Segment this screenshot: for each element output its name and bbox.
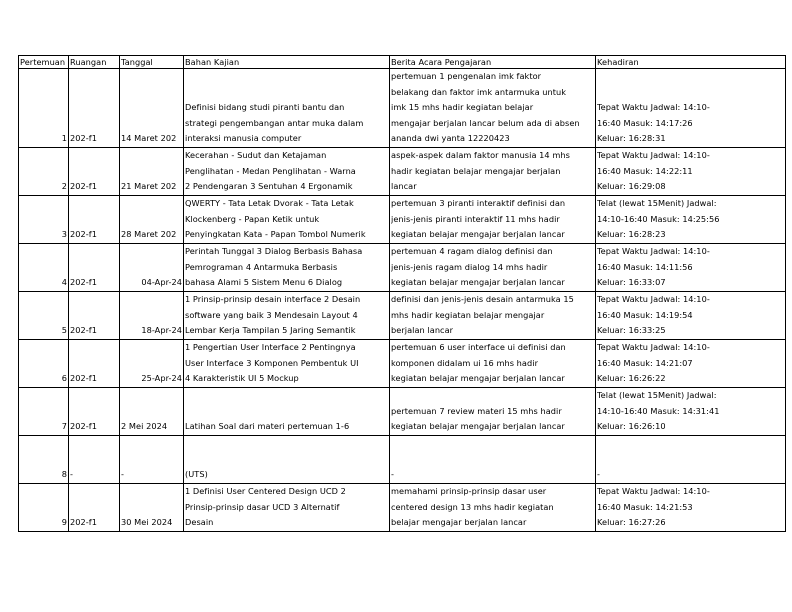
cell-ruangan: 202-f1	[69, 195, 120, 243]
table-row	[19, 243, 786, 291]
cell-bahan-kajian-line: 2 Pendengaran 3 Sentuhan 4 Ergonamik	[185, 181, 353, 191]
cell-berita-acara-line: ananda dwi yanta 12220423	[391, 133, 510, 143]
cell-kehadiran-line: 16:40 Masuk: 14:19:54	[597, 309, 693, 320]
table-row	[19, 435, 786, 483]
table-row	[19, 387, 786, 435]
cell-berita-acara	[390, 69, 596, 148]
cell-kehadiran-line: Tepat Waktu Jadwal: 14:10-	[597, 150, 710, 160]
cell-tanggal: 25-Apr-24	[120, 339, 184, 387]
cell-bahan-kajian-line: bahasa Alami 5 Sistem Menu 6 Dialog	[185, 277, 343, 287]
cell-kehadiran-line: Tepat Waktu Jadwal: 14:10-	[597, 294, 710, 304]
table-row	[19, 69, 786, 148]
cell-bahan-kajian-line: Definisi bidang studi piranti bantu dan	[185, 102, 345, 112]
cell-ruangan: 202-f1	[69, 483, 120, 531]
cell-bahan-kajian-line: Kecerahan - Sudut dan Ketajaman	[185, 150, 327, 160]
cell-bahan-kajian-line: Desain	[185, 517, 214, 527]
cell-kehadiran	[596, 483, 786, 531]
cell-berita-acara-line: berjalan lancar	[391, 325, 454, 335]
cell-tanggal: 21 Maret 202	[120, 147, 184, 195]
cell-berita-acara-line: hadir kegiatan belajar mengajar berjalan	[391, 165, 561, 176]
cell-bahan-kajian-line: Penglihatan - Medan Penglihatan - Warna	[185, 165, 356, 176]
cell-berita-acara	[390, 243, 596, 291]
cell-berita-acara	[390, 339, 596, 387]
cell-kehadiran-line: 14:10-16:40 Masuk: 14:31:41	[597, 405, 720, 416]
cell-kehadiran	[596, 291, 786, 339]
cell-bahan-kajian	[184, 147, 390, 195]
cell-bahan-kajian-line: Klockenberg - Papan Ketik untuk	[185, 213, 320, 224]
cell-tanggal: 2 Mei 2024	[120, 387, 184, 435]
cell-berita-acara-line: pertemuan 7 review materi 15 mhs hadir	[391, 405, 562, 416]
cell-kehadiran	[596, 339, 786, 387]
cell-berita-acara-line: pertemuan 3 piranti interaktif definisi dan	[391, 198, 566, 208]
cell-berita-acara-line: lancar	[391, 181, 417, 191]
cell-berita-acara-line: jenis-jenis ragam dialog 14 mhs hadir	[391, 261, 548, 272]
cell-kehadiran-line: Telat (lewat 15Menit) Jadwal:	[597, 390, 717, 400]
table-row	[19, 291, 786, 339]
cell-pertemuan: 6	[19, 339, 69, 387]
header-row	[19, 56, 786, 69]
cell-berita-acara-line: memahami prinsip-prinsip dasar user	[391, 486, 547, 496]
cell-berita-acara	[390, 291, 596, 339]
cell-pertemuan: 3	[19, 195, 69, 243]
cell-kehadiran-line: 16:40 Masuk: 14:21:53	[597, 501, 693, 512]
cell-kehadiran-line: Tepat Waktu Jadwal: 14:10-	[597, 246, 710, 256]
cell-berita-acara-line: pertemuan 4 ragam dialog definisi dan	[391, 246, 553, 256]
cell-ruangan: 202-f1	[69, 291, 120, 339]
cell-berita-acara-line: belakang dan faktor imk antarmuka untuk	[391, 86, 567, 97]
cell-bahan-kajian-line: Pemrograman 4 Antarmuka Berbasis	[185, 261, 338, 272]
cell-berita-acara-line: mhs hadir kegiatan belajar mengajar	[391, 309, 545, 320]
cell-kehadiran	[596, 147, 786, 195]
cell-tanggal: 18-Apr-24	[120, 291, 184, 339]
cell-berita-acara-line: kegiatan belajar mengajar berjalan lancar	[391, 229, 565, 239]
attendance-table	[18, 55, 786, 532]
cell-kehadiran-line: 16:40 Masuk: 14:11:56	[597, 261, 693, 272]
cell-bahan-kajian	[184, 339, 390, 387]
cell-kehadiran-line: Keluar: 16:33:07	[597, 277, 666, 287]
cell-kehadiran-line: 16:40 Masuk: 14:17:26	[597, 117, 693, 128]
cell-bahan-kajian-line: QWERTY - Tata Letak Dvorak - Tata Letak	[185, 198, 354, 208]
header-kehadiran: Kehadiran	[596, 56, 786, 69]
cell-kehadiran-line: Tepat Waktu Jadwal: 14:10-	[597, 342, 710, 352]
cell-berita-acara-line: kegiatan belajar mengajar berjalan lancar	[391, 421, 565, 431]
cell-berita-acara-line: jenis-jenis piranti interaktif 11 mhs hadir	[391, 213, 560, 224]
cell-tanggal: 04-Apr-24	[120, 243, 184, 291]
cell-berita-acara-line: kegiatan belajar mengajar berjalan lancar	[391, 277, 565, 287]
cell-bahan-kajian-line: Prinsip-prinsip dasar UCD 3 Alternatif	[185, 501, 340, 512]
cell-bahan-kajian-line: Lembar Kerja Tampilan 5 Jaring Semantik	[185, 325, 356, 335]
cell-bahan-kajian-line: software yang baik 3 Mendesain Layout 4	[185, 309, 358, 320]
cell-pertemuan: 7	[19, 387, 69, 435]
cell-berita-acara	[390, 147, 596, 195]
cell-berita-acara	[390, 435, 596, 483]
cell-bahan-kajian	[184, 195, 390, 243]
cell-ruangan: 202-f1	[69, 243, 120, 291]
cell-kehadiran-line: 14:10-16:40 Masuk: 14:25:56	[597, 213, 720, 224]
cell-bahan-kajian	[184, 387, 390, 435]
cell-kehadiran	[596, 387, 786, 435]
cell-kehadiran-line: Tepat Waktu Jadwal: 14:10-	[597, 486, 710, 496]
cell-kehadiran-line: Keluar: 16:28:23	[597, 229, 666, 239]
cell-bahan-kajian	[184, 243, 390, 291]
cell-berita-acara-line: centered design 13 mhs hadir kegiatan	[391, 501, 554, 512]
cell-kehadiran	[596, 69, 786, 148]
cell-kehadiran	[596, 243, 786, 291]
cell-ruangan: 202-f1	[69, 387, 120, 435]
cell-kehadiran-line: Telat (lewat 15Menit) Jadwal:	[597, 198, 717, 208]
cell-kehadiran	[596, 195, 786, 243]
header-bahan-kajian: Bahan Kajian	[184, 56, 390, 69]
cell-berita-acara-line: pertemuan 1 pengenalan imk faktor	[391, 71, 542, 81]
cell-bahan-kajian-line: 1 Prinsip-prinsip desain interface 2 Desain	[185, 294, 361, 304]
cell-kehadiran-line: 16:40 Masuk: 14:21:07	[597, 357, 693, 368]
cell-ruangan: 202-f1	[69, 69, 120, 148]
cell-ruangan: 202-f1	[69, 339, 120, 387]
table-row	[19, 339, 786, 387]
table-row	[19, 195, 786, 243]
cell-kehadiran-line: Keluar: 16:26:22	[597, 373, 666, 383]
cell-kehadiran-line: Tepat Waktu Jadwal: 14:10-	[597, 102, 710, 112]
cell-berita-acara-line: komponen didalam ui 16 mhs hadir	[391, 357, 538, 368]
cell-bahan-kajian-line: interaksi manusia computer	[185, 133, 302, 143]
cell-bahan-kajian	[184, 69, 390, 148]
cell-bahan-kajian	[184, 483, 390, 531]
cell-bahan-kajian-line: 1 Pengertian User Interface 2 Pentingnya	[185, 342, 356, 352]
cell-kehadiran-line: Keluar: 16:29:08	[597, 181, 666, 191]
cell-tanggal: -	[120, 435, 184, 483]
cell-ruangan: -	[69, 435, 120, 483]
cell-tanggal: 14 Maret 202	[120, 69, 184, 148]
cell-berita-acara	[390, 195, 596, 243]
cell-bahan-kajian-line: Latihan Soal dari materi pertemuan 1-6	[185, 421, 350, 431]
cell-pertemuan: 5	[19, 291, 69, 339]
cell-bahan-kajian-line: 4 Karakteristik UI 5 Mockup	[185, 373, 299, 383]
cell-berita-acara	[390, 483, 596, 531]
cell-kehadiran-line: Keluar: 16:28:31	[597, 133, 666, 143]
cell-bahan-kajian-line: 1 Definisi User Centered Design UCD 2	[185, 486, 346, 496]
cell-bahan-kajian-line: strategi pengembangan antar muka dalam	[185, 117, 364, 128]
cell-kehadiran	[596, 435, 786, 483]
cell-pertemuan: 8	[19, 435, 69, 483]
cell-tanggal: 28 Maret 202	[120, 195, 184, 243]
cell-berita-acara-line: mengajar berjalan lancar belum ada di absen	[391, 117, 580, 128]
cell-berita-acara-line: pertemuan 6 user interface ui definisi dan	[391, 342, 566, 352]
cell-berita-acara-line: belajar mengajar berjalan lancar	[391, 517, 527, 527]
cell-bahan-kajian	[184, 291, 390, 339]
cell-berita-acara-line: aspek-aspek dalam faktor manusia 14 mhs	[391, 150, 570, 160]
header-pertemuan: Pertemuan	[19, 56, 69, 69]
cell-bahan-kajian-line: Perintah Tunggal 3 Dialog Berbasis Bahasa	[185, 246, 363, 256]
cell-kehadiran-line: Keluar: 16:27:26	[597, 517, 666, 527]
cell-pertemuan: 2	[19, 147, 69, 195]
table-row	[19, 147, 786, 195]
cell-kehadiran-line: 16:40 Masuk: 14:22:11	[597, 165, 693, 176]
table-row	[19, 483, 786, 531]
cell-bahan-kajian	[184, 435, 390, 483]
cell-berita-acara-line: imk 15 mhs hadir kegiatan belajar	[391, 102, 534, 112]
cell-berita-acara-line: definisi dan jenis-jenis desain antarmuka 15	[391, 294, 574, 304]
header-tanggal: Tanggal	[120, 56, 184, 69]
cell-pertemuan: 9	[19, 483, 69, 531]
header-ruangan: Ruangan	[69, 56, 120, 69]
cell-kehadiran-line: Keluar: 16:33:25	[597, 325, 666, 335]
cell-pertemuan: 1	[19, 69, 69, 148]
cell-bahan-kajian-line: User Interface 3 Komponen Pembentuk UI	[185, 357, 359, 368]
cell-bahan-kajian-line: Penyingkatan Kata - Papan Tombol Numerik	[185, 229, 366, 239]
header-berita-acara: Berita Acara Pengajaran	[390, 56, 596, 69]
cell-ruangan: 202-f1	[69, 147, 120, 195]
cell-tanggal: 30 Mei 2024	[120, 483, 184, 531]
cell-kehadiran-line: -	[597, 469, 601, 479]
cell-berita-acara-line: -	[391, 469, 395, 479]
cell-kehadiran-line: Keluar: 16:26:10	[597, 421, 666, 431]
cell-berita-acara-line: kegiatan belajar mengajar berjalan lancar	[391, 373, 565, 383]
cell-pertemuan: 4	[19, 243, 69, 291]
cell-berita-acara	[390, 387, 596, 435]
cell-bahan-kajian-line: (UTS)	[185, 469, 208, 479]
